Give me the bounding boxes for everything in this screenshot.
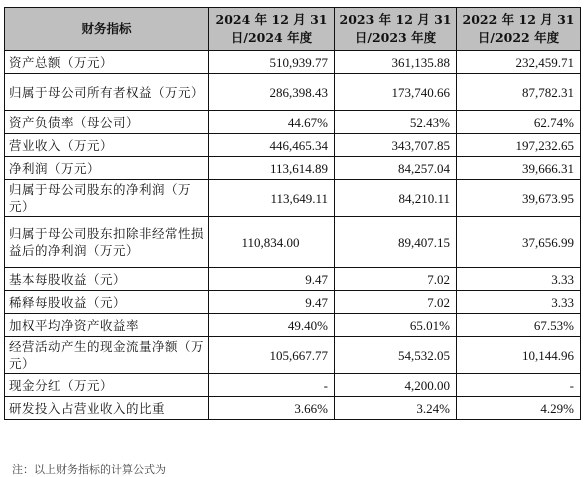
- cell-2024: 110,834.00: [209, 217, 335, 268]
- row-label: 归属于母公司股东的净利润（万元）: [5, 180, 209, 217]
- table-row: [5, 337, 581, 374]
- table-row: [5, 134, 581, 157]
- cell-2022: 39,673.95: [457, 180, 581, 217]
- table-header-row: [5, 8, 581, 51]
- row-label: 加权平均净资产收益率: [5, 314, 209, 337]
- financial-indicators-table: [4, 7, 581, 420]
- table-row: [5, 268, 581, 291]
- cell-2022: 39,666.31: [457, 157, 581, 180]
- row-label: 研发投入占营业收入的比重: [5, 397, 209, 420]
- table-row: [5, 74, 581, 111]
- table-row: [5, 291, 581, 314]
- row-label: 经营活动产生的现金流量净额（万元）: [5, 337, 209, 374]
- cell-2024: 9.47: [209, 291, 335, 314]
- cell-2024: 105,667.77: [209, 337, 335, 374]
- cell-2024: 113,649.11: [209, 180, 335, 217]
- cell-2022: 3.33: [457, 291, 581, 314]
- row-label: 净利润（万元）: [5, 157, 209, 180]
- row-label: 归属于母公司股东扣除非经常性损益后的净利润（万元）: [5, 217, 209, 268]
- row-label: 现金分红（万元）: [5, 374, 209, 397]
- cell-2024: 113,614.89: [209, 157, 335, 180]
- table-row: [5, 374, 581, 397]
- cell-2024: 9.47: [209, 268, 335, 291]
- cell-2023: 52.43%: [335, 111, 457, 134]
- row-label: 归属于母公司所有者权益（万元）: [5, 74, 209, 111]
- cell-2023: 84,210.11: [335, 180, 457, 217]
- table-row: [5, 111, 581, 134]
- cell-2023: 89,407.15: [335, 217, 457, 268]
- cell-2024: 510,939.77: [209, 51, 335, 74]
- cell-2022: 4.29%: [457, 397, 581, 420]
- row-label: 资产负债率（母公司）: [5, 111, 209, 134]
- header-2023: 2023 年 12 月 31 日/2023 年度: [335, 8, 457, 51]
- table-row: [5, 217, 581, 268]
- cell-2024: 446,465.34: [209, 134, 335, 157]
- row-label: 营业收入（万元）: [5, 134, 209, 157]
- table-row: [5, 397, 581, 420]
- financial-indicators-table-container: [4, 7, 580, 420]
- cell-2023: 65.01%: [335, 314, 457, 337]
- header-2022: 2022 年 12 月 31 日/2022 年度: [457, 8, 581, 51]
- cell-2024: 3.66%: [209, 397, 335, 420]
- cell-2023: 54,532.05: [335, 337, 457, 374]
- cell-2023: 3.24%: [335, 397, 457, 420]
- table-row: [5, 51, 581, 74]
- cell-2023: 361,135.88: [335, 51, 457, 74]
- cell-2022: -: [457, 374, 581, 397]
- cell-2022: 10,144.96: [457, 337, 581, 374]
- cell-2023: 343,707.85: [335, 134, 457, 157]
- cell-2023: 84,257.04: [335, 157, 457, 180]
- table-row: [5, 157, 581, 180]
- cell-2023: 173,740.66: [335, 74, 457, 111]
- cell-2024: 286,398.43: [209, 74, 335, 111]
- cell-2022: 3.33: [457, 268, 581, 291]
- cell-2023: 4,200.00: [335, 374, 457, 397]
- cell-2024: 44.67%: [209, 111, 335, 134]
- cell-2023: 7.02: [335, 291, 457, 314]
- cell-2022: 67.53%: [457, 314, 581, 337]
- row-label: 基本每股收益（元）: [5, 268, 209, 291]
- header-2024: 2024 年 12 月 31 日/2024 年度: [209, 8, 335, 51]
- cell-2024: 49.40%: [209, 314, 335, 337]
- table-row: [5, 314, 581, 337]
- cell-2022: 87,782.31: [457, 74, 581, 111]
- row-label: 资产总额（万元）: [5, 51, 209, 74]
- cell-2023: 7.02: [335, 268, 457, 291]
- row-label: 稀释每股收益（元）: [5, 291, 209, 314]
- cell-2022: 197,232.65: [457, 134, 581, 157]
- cell-2024: -: [209, 374, 335, 397]
- cell-2022: 37,656.99: [457, 217, 581, 268]
- header-indicator: 财务指标: [5, 8, 209, 51]
- table-row: [5, 180, 581, 217]
- footnote: 注：以上财务指标的计算公式为: [12, 463, 166, 476]
- cell-2022: 232,459.71: [457, 51, 581, 74]
- cell-2022: 62.74%: [457, 111, 581, 134]
